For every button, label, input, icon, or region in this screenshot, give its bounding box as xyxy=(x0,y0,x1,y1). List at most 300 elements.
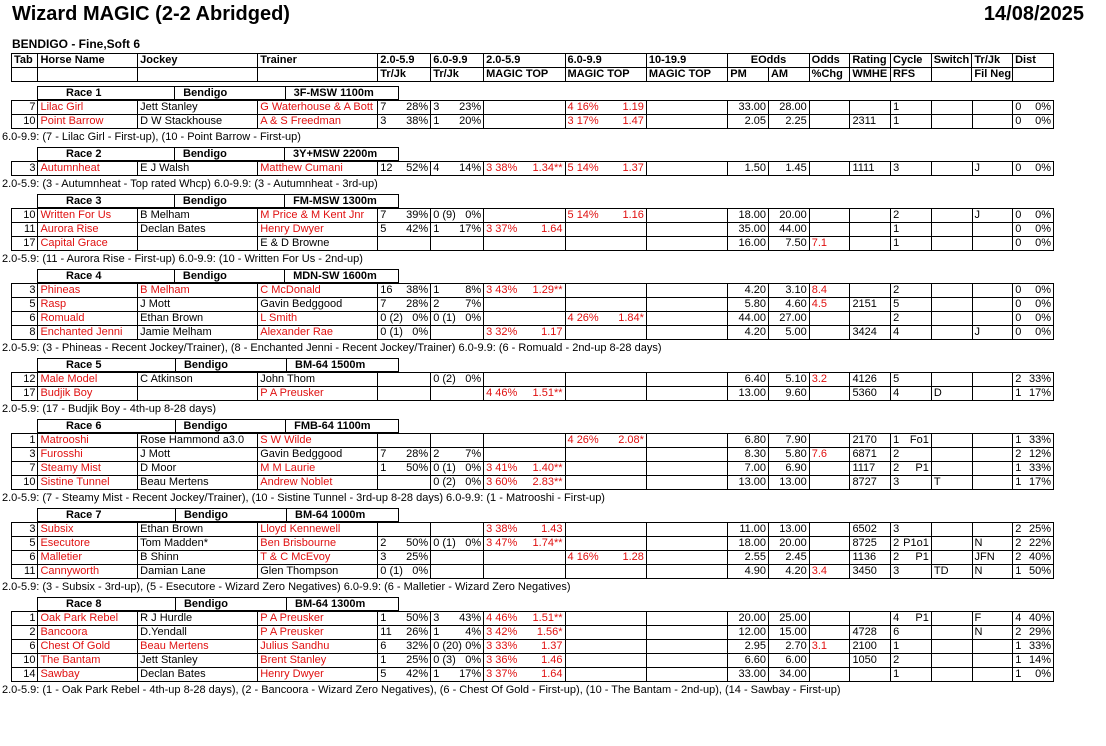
jockey-name: J Mott xyxy=(138,448,258,462)
cycle-value: 4 xyxy=(893,326,900,338)
trjk-2-5 xyxy=(378,476,431,490)
trjk-2-5-count: 12 xyxy=(380,162,393,174)
race-header xyxy=(37,86,399,100)
eodds-am: 13.00 xyxy=(769,523,810,537)
distance-count: 0 xyxy=(1015,312,1022,324)
jockey-name: B Shinn xyxy=(138,551,258,565)
race-header xyxy=(37,358,399,372)
jockey-name: Declan Bates xyxy=(138,223,258,237)
race-number: Race 6 xyxy=(38,420,176,433)
trjk-6-9-pct: 17% xyxy=(459,223,482,235)
table-row xyxy=(12,523,1054,537)
magic-top-6-9-stat: 4 16% xyxy=(567,101,599,113)
trjk-2-5 xyxy=(378,434,431,448)
table-row xyxy=(12,387,1054,401)
magic-top-2-5-stat: 3 37% xyxy=(486,223,518,235)
magic-top-2-5 xyxy=(484,284,565,298)
magic-top-2-5 xyxy=(484,523,565,537)
cycle-value: 6 xyxy=(893,626,900,638)
trjk-6-9-count: 3 xyxy=(433,612,440,624)
trjk-2-5-pct: 42% xyxy=(406,668,429,680)
column-subheading: MAGIC TOP xyxy=(484,68,565,82)
eodds-am: 7.50 xyxy=(769,237,810,251)
tab-number: 10 xyxy=(12,654,38,668)
trjk-2-5-count: 16 xyxy=(380,284,393,296)
race-header xyxy=(37,194,399,208)
trjk-2-5 xyxy=(378,101,431,115)
magic-top-6-9 xyxy=(565,626,646,640)
race-note: 2.0-5.9: (3 - Subsix - 3rd-up), (5 - Esecutore - Wizard Zero Negatives) 6.0-9.9: (6 - Malletier - Wizard Zero Negatives) xyxy=(2,581,571,593)
cycle-value: 3 xyxy=(893,476,900,488)
trjk-2-5 xyxy=(378,462,431,476)
race-class: BM-64 1000m xyxy=(287,509,399,522)
race-venue: Bendigo xyxy=(174,195,284,208)
race-number: Race 5 xyxy=(38,359,176,372)
cycle xyxy=(891,312,932,326)
magic-top-10-19 xyxy=(646,326,727,340)
distance-pct: 22% xyxy=(1028,537,1051,549)
distance-pct: 17% xyxy=(1028,476,1051,488)
magic-top-10-19 xyxy=(646,565,727,579)
trjk-filter xyxy=(972,312,1013,326)
odds-change: 7.6 xyxy=(809,448,850,462)
switch xyxy=(931,551,972,565)
eodds-pm: 11.00 xyxy=(728,523,769,537)
trainer-name: Gavin Bedggood xyxy=(258,298,378,312)
horse-name: Subsix xyxy=(38,523,138,537)
eodds-pm: 6.40 xyxy=(728,373,769,387)
trjk-filter xyxy=(972,640,1013,654)
switch xyxy=(931,209,972,223)
distance xyxy=(1013,668,1054,682)
cycle xyxy=(891,209,932,223)
distance-pct: 0% xyxy=(1035,162,1051,174)
magic-top-2-5-value: 1.64 xyxy=(541,668,563,680)
tab-number: 17 xyxy=(12,387,38,401)
trjk-2-5 xyxy=(378,626,431,640)
cycle xyxy=(891,668,932,682)
trjk-6-9-pct: 0% xyxy=(465,462,482,474)
trjk-2-5-count: 5 xyxy=(380,668,387,680)
horse-name: Written For Us xyxy=(38,209,138,223)
switch xyxy=(931,462,972,476)
horse-name: Autumnheat xyxy=(38,162,138,176)
eodds-am: 15.00 xyxy=(769,626,810,640)
tab-number: 8 xyxy=(12,326,38,340)
magic-top-2-5 xyxy=(484,668,565,682)
odds-change xyxy=(809,162,850,176)
switch: TD xyxy=(931,565,972,579)
magic-top-2-5-value: 1.17 xyxy=(541,326,563,338)
horse-name: Malletier xyxy=(38,551,138,565)
magic-top-6-9-value: 1.37 xyxy=(622,162,644,174)
trjk-6-9 xyxy=(431,237,484,251)
magic-top-2-5-value: 1.34** xyxy=(532,162,563,174)
magic-top-6-9 xyxy=(565,298,646,312)
cycle-value: 2 xyxy=(893,448,900,460)
rating-wmhe: 2170 xyxy=(850,434,891,448)
eodds-pm: 13.00 xyxy=(728,387,769,401)
cycle-value: 1 xyxy=(893,668,900,680)
trainer-name: Ben Brisbourne xyxy=(258,537,378,551)
distance xyxy=(1013,654,1054,668)
jockey-name: Beau Mertens xyxy=(138,476,258,490)
magic-top-2-5 xyxy=(484,101,565,115)
cycle-value: 3 xyxy=(893,565,900,577)
jockey-name: Tom Madden* xyxy=(138,537,258,551)
jockey-name: Rose Hammond a3.0 xyxy=(138,434,258,448)
magic-top-2-5 xyxy=(484,448,565,462)
magic-top-2-5-value: 1.43 xyxy=(541,523,563,535)
horse-name: Point Barrow xyxy=(38,115,138,129)
trjk-2-5-count: 7 xyxy=(380,101,387,113)
table-row xyxy=(12,668,1054,682)
cycle-value: 2 xyxy=(893,551,900,563)
magic-top-2-5 xyxy=(484,162,565,176)
horse-name: Bancoora xyxy=(38,626,138,640)
distance xyxy=(1013,312,1054,326)
magic-top-6-9 xyxy=(565,448,646,462)
horse-name: Romuald xyxy=(38,312,138,326)
switch xyxy=(931,223,972,237)
trjk-2-5-pct: 25% xyxy=(406,654,429,666)
distance-pct: 0% xyxy=(1035,668,1051,680)
horse-name: Male Model xyxy=(38,373,138,387)
trjk-6-9-count: 1 xyxy=(433,223,440,235)
cycle xyxy=(891,612,932,626)
distance-count: 4 xyxy=(1015,612,1022,624)
cycle-rfs: Fo1 xyxy=(909,434,929,446)
magic-top-6-9-value: 1.28 xyxy=(622,551,644,563)
trjk-2-5-count: 7 xyxy=(380,298,387,310)
runners-table xyxy=(11,161,1054,176)
trjk-6-9-count: 1 xyxy=(433,626,440,638)
distance-count: 2 xyxy=(1015,626,1022,638)
trjk-2-5 xyxy=(378,373,431,387)
magic-top-2-5-value: 1.46 xyxy=(541,654,563,666)
trjk-2-5-pct: 26% xyxy=(406,626,429,638)
race-class: FMB-64 1100m xyxy=(286,420,399,433)
eodds-am: 6.90 xyxy=(769,462,810,476)
horse-name: Capital Grace xyxy=(38,237,138,251)
race-note: 2.0-5.9: (3 - Phineas - Recent Jockey/Trainer), (8 - Enchanted Jenni - Recent Jockey/Trainer) 6.0-9.9: (6 - Romuald - 2nd-up 8-28 days) xyxy=(2,342,662,354)
trjk-6-9 xyxy=(431,612,484,626)
trjk-2-5-pct: 0% xyxy=(412,312,429,324)
trjk-filter: J xyxy=(972,326,1013,340)
cycle xyxy=(891,373,932,387)
trainer-name: P A Preusker xyxy=(258,612,378,626)
race-number: Race 4 xyxy=(38,270,175,283)
trjk-6-9-pct: 0% xyxy=(465,640,482,652)
jockey-name: J Mott xyxy=(138,298,258,312)
cycle xyxy=(891,115,932,129)
odds-change xyxy=(809,101,850,115)
race-block xyxy=(2,419,1071,507)
trjk-2-5 xyxy=(378,551,431,565)
magic-top-6-9-value: 2.08* xyxy=(618,434,644,446)
race-number: Race 1 xyxy=(38,87,175,100)
column-subheading: Tr/Jk xyxy=(431,68,484,82)
column-heading: Dist xyxy=(1013,54,1054,68)
distance-count: 0 xyxy=(1015,209,1022,221)
cycle-value: 1 xyxy=(893,237,900,249)
race-number: Race 2 xyxy=(38,148,175,161)
magic-top-6-9 xyxy=(565,565,646,579)
odds-change xyxy=(809,523,850,537)
trjk-2-5 xyxy=(378,668,431,682)
switch xyxy=(931,312,972,326)
distance-pct: 40% xyxy=(1028,551,1051,563)
eodds-pm: 13.00 xyxy=(728,476,769,490)
magic-top-10-19 xyxy=(646,654,727,668)
trjk-6-9-count: 2 xyxy=(433,298,440,310)
trjk-2-5-count: 1 xyxy=(380,654,387,666)
distance xyxy=(1013,565,1054,579)
column-heading: Tr/Jk xyxy=(972,54,1013,68)
trjk-6-9 xyxy=(431,565,484,579)
magic-top-2-5 xyxy=(484,373,565,387)
trjk-2-5-pct: 50% xyxy=(406,462,429,474)
odds-change xyxy=(809,537,850,551)
distance-pct: 29% xyxy=(1028,626,1051,638)
distance-pct: 0% xyxy=(1035,115,1051,127)
race-class: FM-MSW 1300m xyxy=(285,195,399,208)
distance-count: 0 xyxy=(1015,162,1022,174)
race-note: 2.0-5.9: (3 - Autumnheat - Top rated Whcp) 6.0-9.9: (3 - Autumnheat - 3rd-up) xyxy=(2,178,378,190)
column-subheading xyxy=(12,68,38,82)
tab-number: 6 xyxy=(12,312,38,326)
trjk-6-9 xyxy=(431,101,484,115)
magic-top-6-9 xyxy=(565,434,646,448)
cycle xyxy=(891,626,932,640)
race-note: 6.0-9.9: (7 - Lilac Girl - First-up), (10 - Point Barrow - First-up) xyxy=(2,131,301,143)
eodds-am: 20.00 xyxy=(769,537,810,551)
race-class: 3Y+MSW 2200m xyxy=(285,148,399,161)
distance-pct: 0% xyxy=(1035,312,1051,324)
eodds-pm: 6.60 xyxy=(728,654,769,668)
distance-pct: 33% xyxy=(1028,640,1051,652)
tab-number: 2 xyxy=(12,626,38,640)
distance-count: 0 xyxy=(1015,223,1022,235)
table-row xyxy=(12,237,1054,251)
trjk-2-5 xyxy=(378,565,431,579)
cycle-rfs: P1 xyxy=(915,462,929,474)
race-venue: Bendigo xyxy=(175,87,285,100)
odds-change: 8.4 xyxy=(809,284,850,298)
trjk-2-5 xyxy=(378,387,431,401)
table-row xyxy=(12,434,1054,448)
cycle xyxy=(891,223,932,237)
jockey-name: Jamie Melham xyxy=(138,326,258,340)
trjk-6-9-count: 0 (1) xyxy=(433,462,456,474)
race-block xyxy=(2,194,1071,268)
trjk-2-5 xyxy=(378,654,431,668)
eodds-pm: 12.00 xyxy=(728,626,769,640)
distance xyxy=(1013,373,1054,387)
cycle-value: 4 xyxy=(893,387,900,399)
magic-top-2-5 xyxy=(484,209,565,223)
trjk-6-9-pct: 0% xyxy=(465,312,482,324)
eodds-am: 20.00 xyxy=(769,209,810,223)
eodds-am: 1.45 xyxy=(769,162,810,176)
trjk-6-9-count: 0 (1) xyxy=(433,312,456,324)
magic-top-2-5 xyxy=(484,612,565,626)
cycle-value: 3 xyxy=(893,162,900,174)
table-row xyxy=(12,284,1054,298)
tab-number: 3 xyxy=(12,162,38,176)
magic-top-10-19 xyxy=(646,476,727,490)
rating-wmhe xyxy=(850,284,891,298)
distance xyxy=(1013,523,1054,537)
magic-top-6-9 xyxy=(565,312,646,326)
trainer-name: M M Laurie xyxy=(258,462,378,476)
magic-top-2-5 xyxy=(484,654,565,668)
eodds-pm: 33.00 xyxy=(728,668,769,682)
trjk-6-9-count: 0 (3) xyxy=(433,654,456,666)
odds-change: 4.5 xyxy=(809,298,850,312)
jockey-name: E J Walsh xyxy=(138,162,258,176)
trjk-2-5-count: 0 (1) xyxy=(380,565,403,577)
table-row xyxy=(12,115,1054,129)
distance-count: 1 xyxy=(1015,565,1022,577)
magic-top-6-9-stat: 3 17% xyxy=(567,115,599,127)
distance-count: 1 xyxy=(1015,654,1022,666)
magic-top-2-5 xyxy=(484,476,565,490)
distance-pct: 0% xyxy=(1035,326,1051,338)
race-header xyxy=(37,597,399,611)
trjk-filter xyxy=(972,654,1013,668)
distance-count: 2 xyxy=(1015,448,1022,460)
trjk-6-9-pct: 43% xyxy=(459,612,482,624)
trjk-2-5 xyxy=(378,312,431,326)
cycle-value: 1 xyxy=(893,101,900,113)
race-venue: Bendigo xyxy=(175,509,286,522)
eodds-am: 4.60 xyxy=(769,298,810,312)
rating-wmhe: 3424 xyxy=(850,326,891,340)
trjk-6-9 xyxy=(431,448,484,462)
cycle-value: 5 xyxy=(893,298,900,310)
rating-wmhe: 1111 xyxy=(850,162,891,176)
trjk-6-9 xyxy=(431,209,484,223)
trjk-2-5 xyxy=(378,115,431,129)
distance-count: 2 xyxy=(1015,537,1022,549)
distance-count: 2 xyxy=(1015,523,1022,535)
trjk-2-5-pct: 42% xyxy=(406,223,429,235)
distance-count: 0 xyxy=(1015,237,1022,249)
race-note: 2.0-5.9: (1 - Oak Park Rebel - 4th-up 8-28 days), (2 - Bancoora - Wizard Zero Negatives), (6 - Chest Of Gold - First-up), (10 - The Bantam - 2nd-up), (14 - Sawbay - First-up) xyxy=(2,684,841,696)
trainer-name: Glen Thompson xyxy=(258,565,378,579)
race-class: BM-64 1300m xyxy=(287,598,399,611)
rating-wmhe: 8727 xyxy=(850,476,891,490)
race-note: 2.0-5.9: (7 - Steamy Mist - Recent Jockey/Trainer), (10 - Sistine Tunnel - 3rd-up 8-28 days) 6.0-9.9: (1 - Matrooshi - First-up) xyxy=(2,492,605,504)
rating-wmhe xyxy=(850,223,891,237)
table-row xyxy=(12,565,1054,579)
trjk-2-5-pct: 25% xyxy=(406,551,429,563)
trjk-2-5-count: 7 xyxy=(380,209,387,221)
trainer-name: Gavin Bedggood xyxy=(258,448,378,462)
magic-top-10-19 xyxy=(646,462,727,476)
rating-wmhe: 2151 xyxy=(850,298,891,312)
distance-count: 1 xyxy=(1015,668,1022,680)
odds-change: 7.1 xyxy=(809,237,850,251)
tab-number: 6 xyxy=(12,640,38,654)
table-row xyxy=(12,626,1054,640)
horse-name: Esecutore xyxy=(38,537,138,551)
magic-top-2-5 xyxy=(484,640,565,654)
cycle xyxy=(891,476,932,490)
race-block xyxy=(2,597,1071,699)
trjk-2-5-count: 0 (2) xyxy=(380,312,403,324)
trjk-filter: F xyxy=(972,612,1013,626)
trainer-name: P A Preusker xyxy=(258,387,378,401)
tab-number: 11 xyxy=(12,565,38,579)
magic-top-6-9-value: 1.84* xyxy=(618,312,644,324)
magic-top-2-5-stat: 3 36% xyxy=(486,654,518,666)
runners-table xyxy=(11,208,1054,251)
column-subheading xyxy=(1013,68,1054,82)
trjk-2-5-pct: 0% xyxy=(412,565,429,577)
magic-top-10-19 xyxy=(646,551,727,565)
switch xyxy=(931,434,972,448)
trjk-2-5 xyxy=(378,284,431,298)
eodds-pm: 4.20 xyxy=(728,326,769,340)
rating-wmhe: 3450 xyxy=(850,565,891,579)
race-number: Race 8 xyxy=(38,598,176,611)
trjk-6-9 xyxy=(431,373,484,387)
jockey-name: D W Stackhouse xyxy=(138,115,258,129)
trjk-filter xyxy=(972,387,1013,401)
trjk-2-5-count: 0 (1) xyxy=(380,326,403,338)
race-block xyxy=(2,508,1071,596)
odds-change xyxy=(809,668,850,682)
rating-wmhe: 4728 xyxy=(850,626,891,640)
table-row xyxy=(12,476,1054,490)
magic-top-10-19 xyxy=(646,373,727,387)
cycle-value: 4 xyxy=(893,612,900,624)
cycle xyxy=(891,537,932,551)
trjk-filter: J xyxy=(972,162,1013,176)
magic-top-6-9-stat: 4 26% xyxy=(567,312,599,324)
column-heading: 6.0-9.9 xyxy=(565,54,646,68)
trjk-6-9-count: 0 (1) xyxy=(433,537,456,549)
magic-top-6-9 xyxy=(565,223,646,237)
race-header xyxy=(37,147,399,161)
magic-top-2-5 xyxy=(484,387,565,401)
magic-top-6-9 xyxy=(565,162,646,176)
trjk-2-5-pct: 0% xyxy=(412,326,429,338)
magic-top-6-9-value: 1.19 xyxy=(622,101,644,113)
distance xyxy=(1013,223,1054,237)
trjk-6-9 xyxy=(431,387,484,401)
distance-count: 0 xyxy=(1015,298,1022,310)
jockey-name xyxy=(138,237,258,251)
trjk-6-9-pct: 14% xyxy=(459,162,482,174)
eodds-pm: 1.50 xyxy=(728,162,769,176)
cycle-value: 2 xyxy=(893,284,900,296)
magic-top-6-9-stat: 4 16% xyxy=(567,551,599,563)
rating-wmhe xyxy=(850,101,891,115)
trjk-filter xyxy=(972,237,1013,251)
distance xyxy=(1013,237,1054,251)
race-venue: Bendigo xyxy=(175,598,286,611)
horse-name: Rasp xyxy=(38,298,138,312)
trjk-filter xyxy=(972,115,1013,129)
trjk-filter xyxy=(972,476,1013,490)
trjk-filter xyxy=(972,462,1013,476)
column-heading: Switch xyxy=(931,54,972,68)
eodds-am: 44.00 xyxy=(769,223,810,237)
race-header xyxy=(37,508,399,522)
